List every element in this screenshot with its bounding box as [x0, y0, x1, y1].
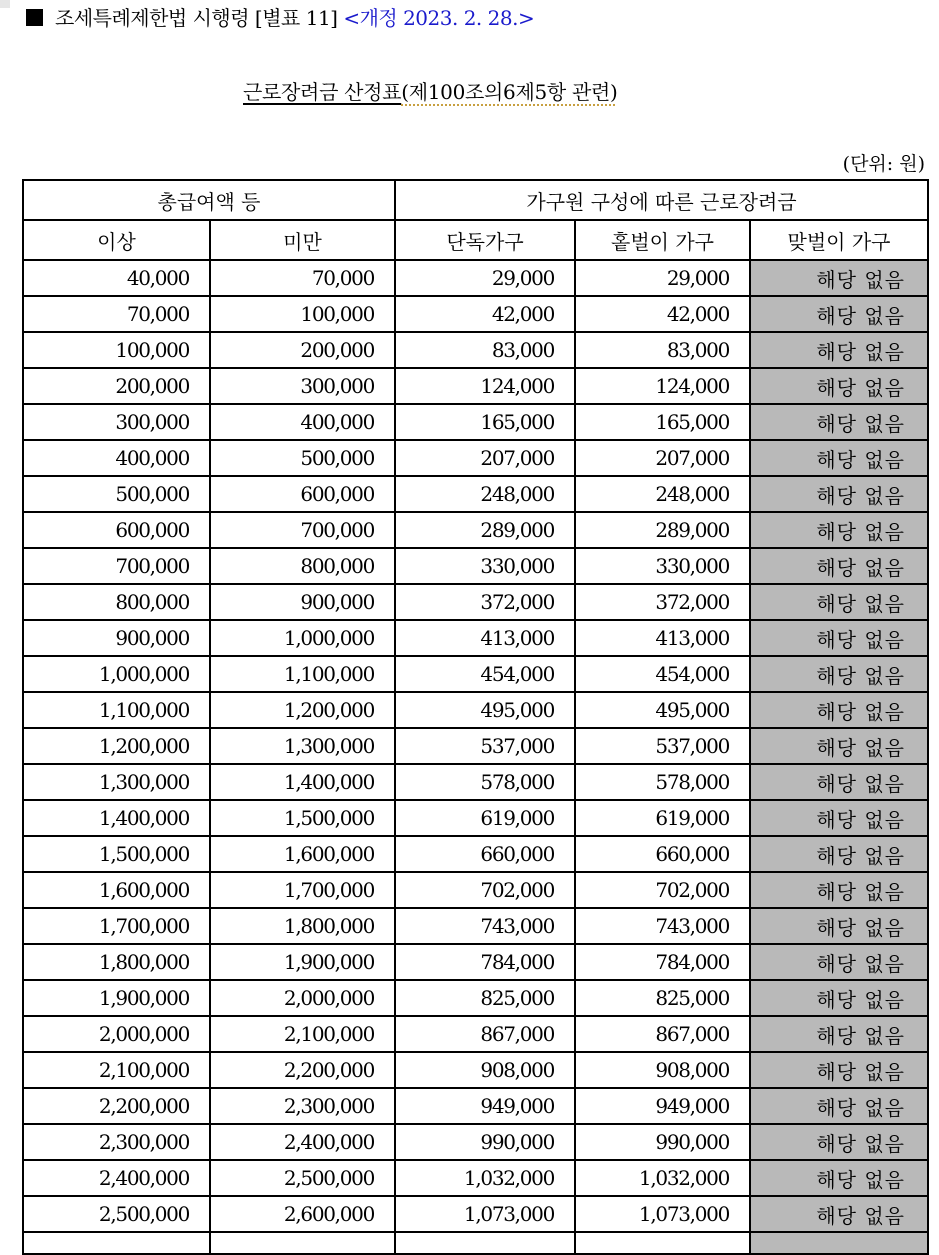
cell-single: 949,000 [395, 1088, 575, 1124]
table-row-partial [23, 1232, 928, 1254]
table-row [23, 476, 928, 512]
cell-single-earner: 537,000 [575, 728, 750, 764]
cell-to: 1,600,000 [210, 836, 395, 872]
cell-single-earner: 743,000 [575, 908, 750, 944]
cell-to: 1,700,000 [210, 872, 395, 908]
cell-single-earner: 825,000 [575, 980, 750, 1016]
cell-dual-earner: 해당 없음 [750, 512, 928, 548]
header-total-income: 총급여액 등 [23, 180, 395, 220]
cell-to: 300,000 [210, 368, 395, 404]
cell-to [210, 1232, 395, 1254]
table-row [23, 1088, 928, 1124]
cell-from: 2,300,000 [23, 1124, 210, 1160]
table-row [23, 764, 928, 800]
header-household-credit: 가구원 구성에 따른 근로장려금 [395, 180, 928, 220]
cell-from: 600,000 [23, 512, 210, 548]
cell-to: 2,500,000 [210, 1160, 395, 1196]
cell-from: 100,000 [23, 332, 210, 368]
cell-single-earner [575, 1232, 750, 1254]
cell-single: 825,000 [395, 980, 575, 1016]
cell-single: 619,000 [395, 800, 575, 836]
amendment-date-link[interactable]: <개정 2023. 2. 28.> [343, 6, 535, 30]
cell-single: 413,000 [395, 620, 575, 656]
cell-single-earner: 908,000 [575, 1052, 750, 1088]
cell-single-earner: 248,000 [575, 476, 750, 512]
cell-from: 1,900,000 [23, 980, 210, 1016]
cell-single: 867,000 [395, 1016, 575, 1052]
cell-from: 1,200,000 [23, 728, 210, 764]
cell-to: 1,300,000 [210, 728, 395, 764]
cell-single: 578,000 [395, 764, 575, 800]
cell-dual-earner: 해당 없음 [750, 404, 928, 440]
cell-to: 2,200,000 [210, 1052, 395, 1088]
cell-dual-earner: 해당 없음 [750, 944, 928, 980]
cell-single: 990,000 [395, 1124, 575, 1160]
document-title-reference: (제100조의6제5항 관련) [401, 80, 618, 104]
cell-from: 700,000 [23, 548, 210, 584]
cell-to: 100,000 [210, 296, 395, 332]
law-reference-line [26, 4, 534, 32]
group-header-row [23, 180, 928, 220]
cell-dual-earner: 해당 없음 [750, 260, 928, 296]
law-title: 조세특례제한법 시행령 [별표 11] [55, 6, 338, 30]
table-row [23, 908, 928, 944]
cell-single: 372,000 [395, 584, 575, 620]
cell-from: 300,000 [23, 404, 210, 440]
cell-single [395, 1232, 575, 1254]
cell-to: 800,000 [210, 548, 395, 584]
cell-single: 495,000 [395, 692, 575, 728]
table-row [23, 368, 928, 404]
cell-single: 537,000 [395, 728, 575, 764]
cell-single-earner: 495,000 [575, 692, 750, 728]
cell-from: 1,800,000 [23, 944, 210, 980]
cell-single: 207,000 [395, 440, 575, 476]
table-row [23, 1196, 928, 1232]
cell-single-earner: 330,000 [575, 548, 750, 584]
cell-from: 1,400,000 [23, 800, 210, 836]
cell-to: 1,100,000 [210, 656, 395, 692]
cell-dual-earner: 해당 없음 [750, 1196, 928, 1232]
header-from: 이상 [23, 220, 210, 260]
cell-single-earner: 990,000 [575, 1124, 750, 1160]
cell-dual-earner [750, 1232, 928, 1254]
cell-from: 200,000 [23, 368, 210, 404]
cell-to: 1,900,000 [210, 944, 395, 980]
header-dual-earner: 맞벌이 가구 [750, 220, 928, 260]
cell-from: 70,000 [23, 296, 210, 332]
cell-to: 900,000 [210, 584, 395, 620]
cell-single: 784,000 [395, 944, 575, 980]
cell-from: 1,600,000 [23, 872, 210, 908]
table-row [23, 1016, 928, 1052]
cell-dual-earner: 해당 없음 [750, 548, 928, 584]
cell-to: 600,000 [210, 476, 395, 512]
cell-from: 400,000 [23, 440, 210, 476]
cell-dual-earner: 해당 없음 [750, 296, 928, 332]
cell-to: 1,400,000 [210, 764, 395, 800]
cell-single-earner: 42,000 [575, 296, 750, 332]
cell-single: 289,000 [395, 512, 575, 548]
cell-single-earner: 83,000 [575, 332, 750, 368]
header-single: 단독가구 [395, 220, 575, 260]
cell-dual-earner: 해당 없음 [750, 1052, 928, 1088]
cell-dual-earner: 해당 없음 [750, 908, 928, 944]
table-row [23, 872, 928, 908]
cell-single-earner: 289,000 [575, 512, 750, 548]
cell-single-earner: 784,000 [575, 944, 750, 980]
cell-dual-earner: 해당 없음 [750, 368, 928, 404]
cell-from: 1,000,000 [23, 656, 210, 692]
table-row [23, 1124, 928, 1160]
table-body [23, 260, 928, 1254]
cell-dual-earner: 해당 없음 [750, 836, 928, 872]
table-row [23, 656, 928, 692]
cell-dual-earner: 해당 없음 [750, 1160, 928, 1196]
cell-dual-earner: 해당 없음 [750, 980, 928, 1016]
cell-single: 743,000 [395, 908, 575, 944]
cell-from: 2,200,000 [23, 1088, 210, 1124]
cell-single-earner: 165,000 [575, 404, 750, 440]
table-row [23, 548, 928, 584]
cell-to: 2,600,000 [210, 1196, 395, 1232]
cell-dual-earner: 해당 없음 [750, 872, 928, 908]
cell-dual-earner: 해당 없음 [750, 584, 928, 620]
cell-from: 2,000,000 [23, 1016, 210, 1052]
cell-from: 800,000 [23, 584, 210, 620]
table-row [23, 512, 928, 548]
cell-single-earner: 660,000 [575, 836, 750, 872]
cell-to: 1,200,000 [210, 692, 395, 728]
cell-single: 29,000 [395, 260, 575, 296]
cell-single-earner: 454,000 [575, 656, 750, 692]
cell-single-earner: 124,000 [575, 368, 750, 404]
table-row [23, 332, 928, 368]
cell-to: 200,000 [210, 332, 395, 368]
cell-single: 124,000 [395, 368, 575, 404]
table-row [23, 584, 928, 620]
cell-single-earner: 1,032,000 [575, 1160, 750, 1196]
cell-from [23, 1232, 210, 1254]
table-row [23, 836, 928, 872]
unit-label: (단위: 원) [842, 153, 925, 175]
cell-to: 700,000 [210, 512, 395, 548]
cell-from: 1,700,000 [23, 908, 210, 944]
cell-dual-earner: 해당 없음 [750, 692, 928, 728]
cell-dual-earner: 해당 없음 [750, 1016, 928, 1052]
cell-from: 2,500,000 [23, 1196, 210, 1232]
cell-dual-earner: 해당 없음 [750, 656, 928, 692]
cell-single: 42,000 [395, 296, 575, 332]
cell-to: 70,000 [210, 260, 395, 296]
table-row [23, 800, 928, 836]
cell-single-earner: 702,000 [575, 872, 750, 908]
cell-single: 454,000 [395, 656, 575, 692]
cell-single-earner: 619,000 [575, 800, 750, 836]
cell-single: 248,000 [395, 476, 575, 512]
cell-dual-earner: 해당 없음 [750, 332, 928, 368]
cell-to: 400,000 [210, 404, 395, 440]
cell-dual-earner: 해당 없음 [750, 728, 928, 764]
document-title [243, 78, 618, 106]
cell-single-earner: 1,073,000 [575, 1196, 750, 1232]
cell-from: 2,400,000 [23, 1160, 210, 1196]
cell-dual-earner: 해당 없음 [750, 1124, 928, 1160]
cell-from: 1,300,000 [23, 764, 210, 800]
cell-single-earner: 372,000 [575, 584, 750, 620]
cell-single: 165,000 [395, 404, 575, 440]
cell-single: 1,032,000 [395, 1160, 575, 1196]
black-square-bullet-icon [26, 9, 43, 26]
table-row [23, 404, 928, 440]
table-row [23, 980, 928, 1016]
cell-from: 500,000 [23, 476, 210, 512]
cell-dual-earner: 해당 없음 [750, 620, 928, 656]
cell-dual-earner: 해당 없음 [750, 764, 928, 800]
table-row [23, 692, 928, 728]
cell-single: 660,000 [395, 836, 575, 872]
cell-from: 1,100,000 [23, 692, 210, 728]
cell-single-earner: 413,000 [575, 620, 750, 656]
document-title-main: 근로장려금 산정표 [243, 80, 402, 104]
cell-from: 900,000 [23, 620, 210, 656]
cell-to: 2,300,000 [210, 1088, 395, 1124]
header-to: 미만 [210, 220, 395, 260]
table-row [23, 260, 928, 296]
table-row [23, 620, 928, 656]
cell-to: 2,400,000 [210, 1124, 395, 1160]
cell-single-earner: 578,000 [575, 764, 750, 800]
cell-to: 500,000 [210, 440, 395, 476]
cell-single: 330,000 [395, 548, 575, 584]
table-row [23, 728, 928, 764]
cell-single: 908,000 [395, 1052, 575, 1088]
table-row [23, 944, 928, 980]
page-corner-marker [0, 0, 10, 8]
table-row [23, 296, 928, 332]
table-row [23, 1052, 928, 1088]
cell-from: 2,100,000 [23, 1052, 210, 1088]
cell-single: 83,000 [395, 332, 575, 368]
cell-single-earner: 949,000 [575, 1088, 750, 1124]
cell-dual-earner: 해당 없음 [750, 476, 928, 512]
cell-to: 1,500,000 [210, 800, 395, 836]
cell-single: 1,073,000 [395, 1196, 575, 1232]
earned-income-credit-table [22, 179, 929, 1255]
table-row [23, 1160, 928, 1196]
cell-dual-earner: 해당 없음 [750, 800, 928, 836]
cell-dual-earner: 해당 없음 [750, 440, 928, 476]
cell-from: 40,000 [23, 260, 210, 296]
cell-to: 2,100,000 [210, 1016, 395, 1052]
cell-from: 1,500,000 [23, 836, 210, 872]
cell-single-earner: 29,000 [575, 260, 750, 296]
cell-dual-earner: 해당 없음 [750, 1088, 928, 1124]
header-single-earner: 홑벌이 가구 [575, 220, 750, 260]
cell-to: 1,000,000 [210, 620, 395, 656]
cell-single-earner: 867,000 [575, 1016, 750, 1052]
column-header-row [23, 220, 928, 260]
cell-to: 2,000,000 [210, 980, 395, 1016]
table-row [23, 440, 928, 476]
cell-single: 702,000 [395, 872, 575, 908]
cell-single-earner: 207,000 [575, 440, 750, 476]
cell-to: 1,800,000 [210, 908, 395, 944]
